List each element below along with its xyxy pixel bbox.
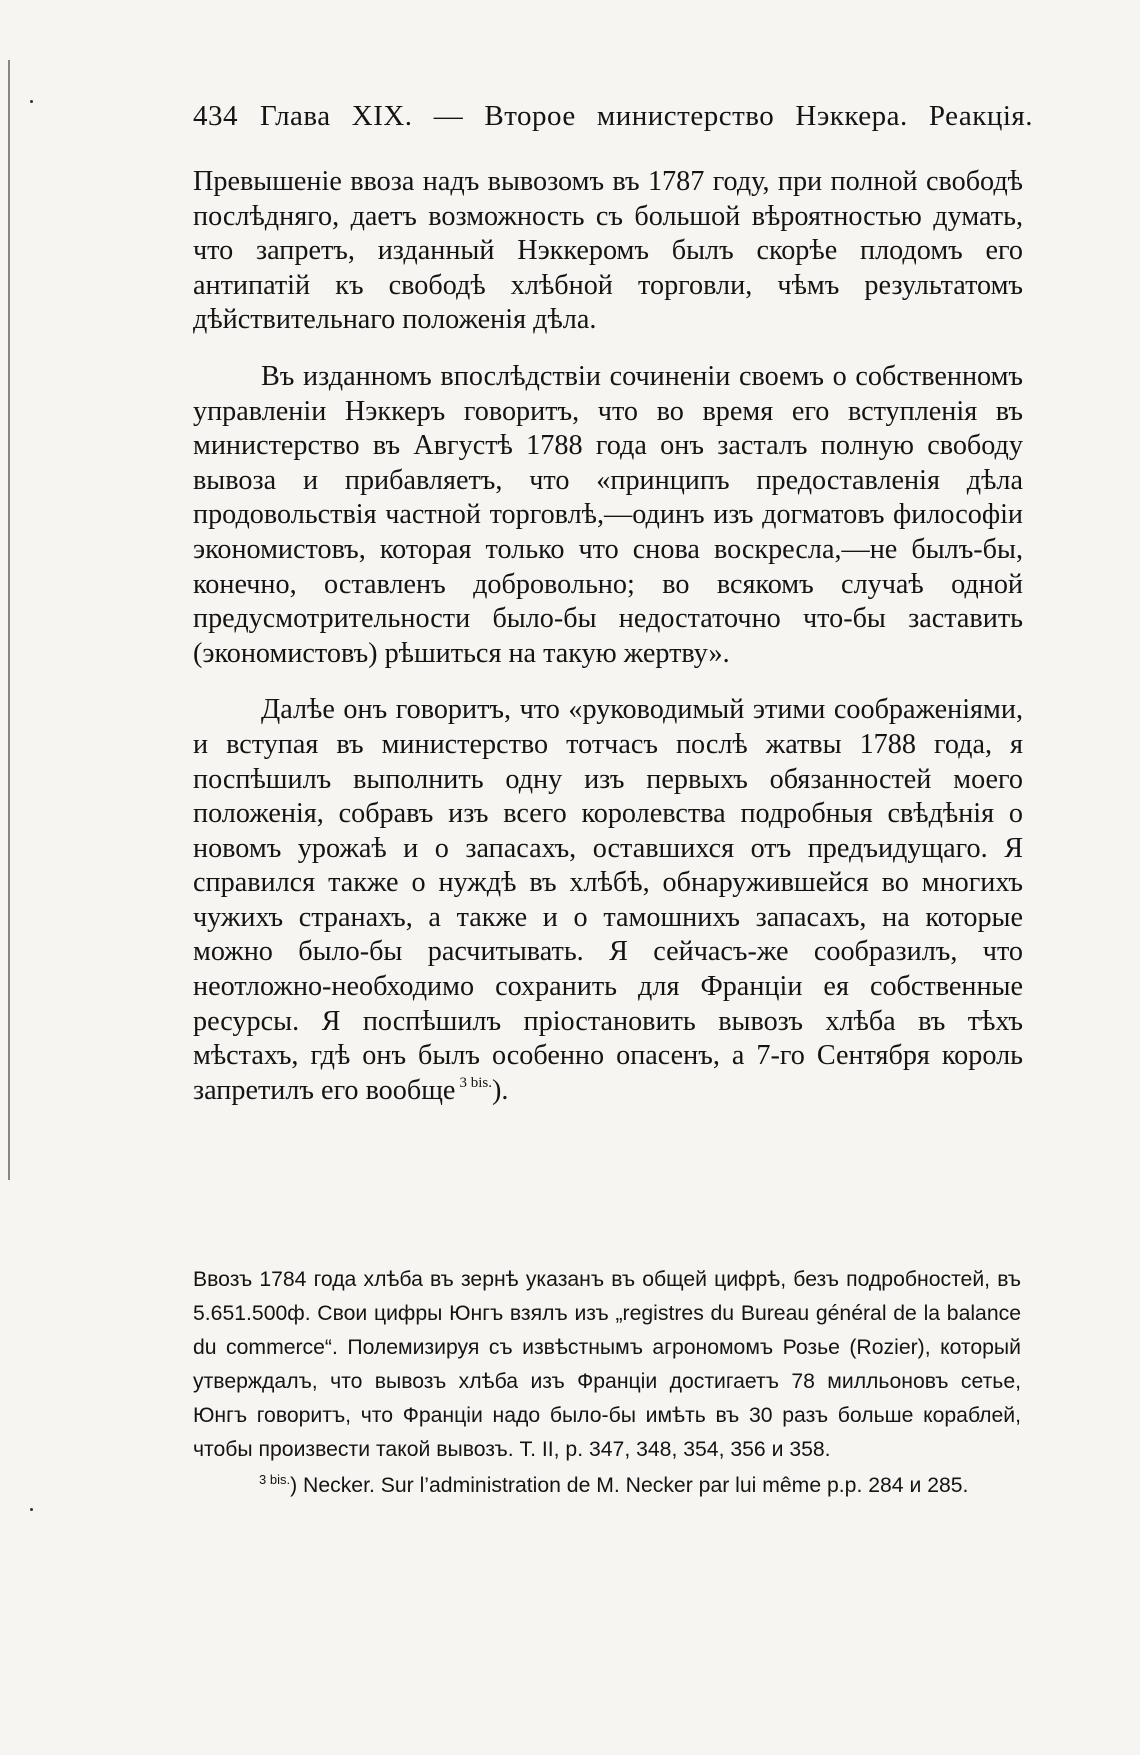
footnotes [193, 1263, 1021, 1503]
footnote-reference: 3 bis. [459, 1074, 492, 1091]
footnote-2-text: ) Necker. Sur l’administration de M. Necker par lui même p.p. 284 и 285. [290, 1474, 969, 1497]
footnote-reference-close: ). [491, 1074, 509, 1106]
page-number: 434 [193, 100, 238, 132]
paragraph-1: Превышеніе ввоза надъ вывозомъ въ 1787 году, при полной свободѣ послѣдняго, даетъ возможность съ большой вѣроятностью думать, что запретъ, изданный Нэккеромъ былъ скорѣе плодомъ его антипатій къ свободѣ хлѣбной торговли, чѣмъ результатомъ дѣйствительнаго положенія дѣла. [193, 166, 1023, 336]
running-header [193, 100, 1033, 133]
paragraph-3-text: Далѣе онъ говоритъ, что «руководимый этими соображеніями, и вступая въ министерство тотчасъ послѣ жатвы 1788 года, я поспѣшилъ выполнить одну изъ первыхъ обязанностей моего положенія, собравъ изъ всего королевства подробныя свѣдѣнія о новомъ урожаѣ и о запасахъ, оставшихся отъ предъидущаго. Я справился также о нуждѣ въ хлѣбѣ, обнаружившейся во многихъ чужихъ странахъ, а также и о тамошнихъ запасахъ, на которые можно было-бы расчитывать. Я сейчасъ-же сообразилъ, что неотложно-необходимо сохранить для Франціи ея собственные ресурсы. Я поспѣшилъ пріостановить вывозъ хлѣба въ тѣхъ мѣстахъ, гдѣ онъ былъ особенно опасенъ, а 7-го Сентября король запретилъ его вообще [193, 694, 1023, 1106]
running-title: Глава XIX. — Второе министерство Нэккера. Реакція. [260, 100, 1033, 132]
footnote-1: Ввозъ 1784 года хлѣба въ зернѣ указанъ въ общей цифрѣ, безъ подробностей, въ 5.651.500ф. Свои цифры Юнгъ взялъ изъ „registres du Bureau général de la balance du commerce“. Полемизируя съ извѣстнымъ агрономомъ Розье (Rozier), который утверждалъ, что вывозъ хлѣба изъ Франціи достигаетъ 78 милльоновъ сетье, Юнгъ говоритъ, что Франціи надо было-бы имѣть въ 30 разъ больше кораблей, чтобы произвести такой вывозъ. Т. II, p. 347, 348, 354, 356 и 358. [193, 1268, 1021, 1461]
scan-edge-line [8, 60, 10, 1180]
scan-speck [30, 100, 33, 103]
footnote-2-marker: 3 bis. [259, 1472, 291, 1487]
paragraph-3 [193, 693, 1023, 1108]
footnote-2 [193, 1469, 1021, 1503]
main-text [193, 165, 1023, 1108]
scan-speck [30, 1508, 33, 1511]
paragraph-2: Въ изданномъ впослѣдствіи сочиненіи своемъ о собственномъ управленіи Нэккеръ говоритъ, что во время его вступленія въ министерство въ Августѣ 1788 года онъ засталъ полную свободу вывоза и прибавляетъ, что «принципъ предоставленія дѣла продовольствія частной торговлѣ,—одинъ изъ догматовъ философіи экономистовъ, которая только что снова воскресла,—не былъ-бы, конечно, оставленъ добровольно; во всякомъ случаѣ одной предусмотрительности было-бы недостаточно что-бы заставить (экономистовъ) рѣшиться на такую жертву». [193, 360, 1023, 669]
